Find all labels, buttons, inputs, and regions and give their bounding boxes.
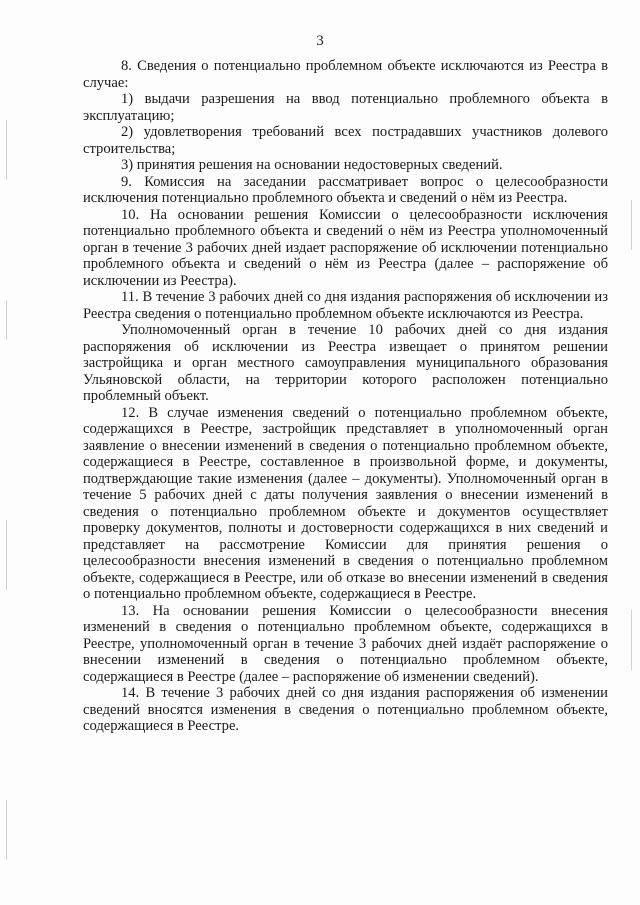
scan-edge-mark: [631, 200, 632, 250]
scan-edge-mark: [6, 800, 7, 860]
paragraph-12: 12. В случае изменения сведений о потенциально проблемном объекте, содержащихся в Реестре, застройщик представляет в уполномоченный орган заявление о внесении изменений в сведения о потенциально проблемном объекте, содержащиеся в Реестре, составленное в произвольной форме, и документы, подтверждающие такие изменения (далее – документы). Уполномоченный орган в течение 5 рабочих дней с даты получения заявления о внесении изменений в сведения о потенциально проблемном объекте и документов осуществляет проверку документов, полноты и достоверности содержащихся в них сведений и представляет на рассмотрение Комиссии для принятия решения о целесообразности внесения изменений в сведения о потенциально проблемном объекте, содержащиеся в Реестре, или об отказе во внесении изменений в сведения о потенциально проблемном объекте, содержащиеся в Реестре.: [83, 404, 608, 602]
paragraph-8: 8. Сведения о потенциально проблемном объекте исключаются из Реестра в случае:: [83, 58, 608, 91]
paragraph-8-item-1: 1) выдачи разрешения на ввод потенциально проблемного объекта в эксплуатацию;: [83, 91, 608, 124]
paragraph-14: 14. В течение 3 рабочих дней со дня издания распоряжения об изменении сведений вносятся изменения в сведения о потенциально проблемном объекте, содержащиеся в Реестре.: [83, 685, 608, 734]
page-number: 3: [316, 33, 324, 49]
paragraph-10: 10. На основании решения Комиссии о целесообразности исключения потенциально проблемного объекта и сведений о нём из Реестра уполномоченный орган в течение 3 рабочих дней издает распоряжение об исключении потенциально проблемного объекта и сведений о нём из Реестра (далее – распоряжение об исключении из Реестра).: [83, 206, 608, 289]
paragraph-13: 13. На основании решения Комиссии о целесообразности внесения изменений в сведения о потенциально проблемном объекте, содержащихся в Реестре, уполномоченный орган в течение 3 рабочих дней издаёт распоряжение о внесении изменений в сведения о потенциально проблемном объекте, содержащиеся в Реестре (далее – распоряжение об изменении сведений).: [83, 602, 608, 685]
paragraph-9: 9. Комиссия на заседании рассматривает вопрос о целесообразности исключения потенциально проблемного объекта и сведений о нём из Реестра.: [83, 173, 608, 206]
scan-edge-mark: [631, 610, 632, 670]
scan-edge-mark: [6, 300, 7, 340]
scan-edge-mark: [6, 520, 7, 590]
scan-edge-mark: [6, 120, 7, 180]
document-body: [83, 58, 608, 735]
paragraph-8-item-3: 3) принятия решения на основании недостоверных сведений.: [121, 157, 503, 173]
paragraph-11: 11. В течение 3 рабочих дней со дня издания распоряжения об исключении из Реестра сведения о потенциально проблемном объекте исключаются из Реестра.: [83, 289, 608, 322]
paragraph-8-item-2: 2) удовлетворения требований всех пострадавших участников долевого строительства;: [83, 124, 608, 157]
paragraph-11-notice: Уполномоченный орган в течение 10 рабочих дней со дня издания распоряжения об исключении из Реестра извещает о принятом решении застройщика и орган местного самоуправления муниципального образования Ульяновской области, на территории которого расположен потенциально проблемный объект.: [83, 322, 608, 404]
